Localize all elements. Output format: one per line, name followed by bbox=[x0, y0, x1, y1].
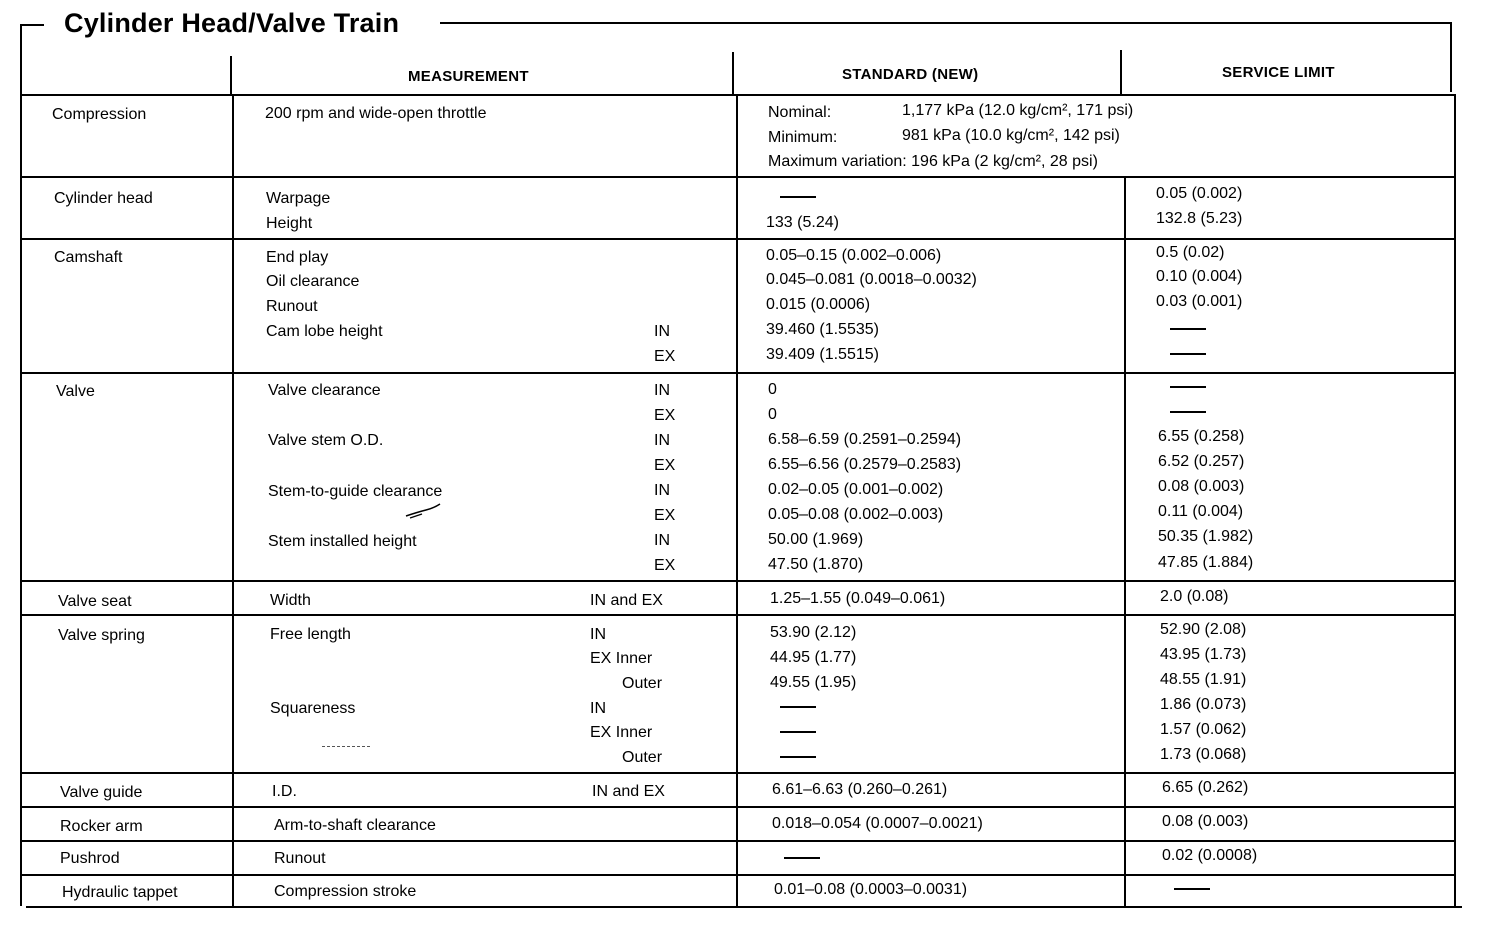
compression-measurement: 200 rpm and wide-open throttle bbox=[265, 105, 487, 122]
row-divider-valve bbox=[20, 580, 1456, 582]
rocker-arm-limit: 0.08 (0.003) bbox=[1162, 813, 1249, 830]
hydraulic-tappet-std: 0.01–0.08 (0.0003–0.0031) bbox=[774, 881, 968, 898]
pushrod-limit: 0.02 (0.0008) bbox=[1162, 847, 1258, 864]
valve-spring-free-length: Free length bbox=[270, 626, 351, 643]
valve-spring-sq-ex-inner: EX Inner bbox=[590, 724, 653, 741]
pushrod-std-dash bbox=[784, 857, 820, 859]
valve-spring-sq-in-std-dash bbox=[780, 706, 816, 708]
row-divider-valve-spring bbox=[20, 772, 1456, 774]
valve-clr-in-limit-dash bbox=[1170, 386, 1206, 388]
row-divider-camshaft bbox=[20, 372, 1456, 374]
valve-sg-ex: EX bbox=[654, 507, 676, 524]
valve-od-ex-limit: 6.52 (0.257) bbox=[1158, 453, 1245, 470]
row-divider-rocker-arm bbox=[20, 840, 1456, 842]
compression-max-variation: Maximum variation: 196 kPa (2 kg/cm², 28 psi) bbox=[768, 153, 1098, 170]
valve-seat-width: Width bbox=[270, 592, 311, 609]
valve-spring-fl-exo-std: 49.55 (1.95) bbox=[770, 674, 857, 691]
cylinder-head-height: Height bbox=[266, 215, 313, 232]
header-standard: STANDARD (NEW) bbox=[842, 66, 979, 83]
header-divider-1 bbox=[230, 56, 232, 96]
camshaft-lobe-in-limit-dash bbox=[1170, 328, 1206, 330]
valve-clearance: Valve clearance bbox=[268, 382, 381, 399]
valve-sh-in: IN bbox=[654, 532, 670, 549]
valve-od-ex: EX bbox=[654, 457, 676, 474]
valve-spring-sq-outer: Outer bbox=[622, 749, 663, 766]
camshaft-lobe-in: IN bbox=[654, 323, 670, 340]
table-right-border bbox=[1454, 94, 1456, 906]
title-frame-line-right bbox=[440, 22, 1452, 24]
valve-sh-in-limit: 50.35 (1.982) bbox=[1158, 528, 1254, 545]
valve-sg-in-std: 0.02–0.05 (0.001–0.002) bbox=[768, 481, 944, 498]
header-divider-3 bbox=[1120, 50, 1122, 96]
valve-clr-in-std: 0 bbox=[768, 381, 777, 398]
camshaft-oil-clearance-limit: 0.10 (0.004) bbox=[1156, 268, 1243, 285]
header-service-limit: SERVICE LIMIT bbox=[1222, 64, 1335, 81]
valve-sg-in-limit: 0.08 (0.003) bbox=[1158, 478, 1245, 495]
valve-spring-sq-exo-std-dash bbox=[780, 756, 816, 758]
valve-spring-fl-exi-std: 44.95 (1.77) bbox=[770, 649, 857, 666]
valve-guide-std: 6.61–6.63 (0.260–0.261) bbox=[772, 781, 948, 798]
valve-spring-sq-exi-limit: 1.57 (0.062) bbox=[1160, 721, 1247, 738]
valve-guide-item: Valve guide bbox=[60, 784, 143, 801]
valve-sh-ex-std: 47.50 (1.870) bbox=[768, 556, 864, 573]
camshaft-end-play-limit: 0.5 (0.02) bbox=[1156, 244, 1225, 261]
table-left-border bbox=[20, 94, 22, 906]
header-measurement: MEASUREMENT bbox=[408, 68, 529, 85]
valve-spring-item: Valve spring bbox=[58, 627, 145, 644]
valve-sh-ex-limit: 47.85 (1.884) bbox=[1158, 554, 1254, 571]
valve-spring-squareness: Squareness bbox=[270, 700, 356, 717]
valve-spring-sq-exi-std-dash bbox=[780, 731, 816, 733]
cylinder-head-height-limit: 132.8 (5.23) bbox=[1156, 210, 1243, 227]
valve-spring-fl-outer: Outer bbox=[622, 675, 663, 692]
valve-sg-ex-std: 0.05–0.08 (0.002–0.003) bbox=[768, 506, 944, 523]
rocker-arm-item: Rocker arm bbox=[60, 818, 143, 835]
title-frame-line-left bbox=[20, 24, 44, 26]
valve-sg-in: IN bbox=[654, 482, 670, 499]
hydraulic-tappet-item: Hydraulic tappet bbox=[62, 884, 178, 901]
valve-clr-in: IN bbox=[654, 382, 670, 399]
compression-minimum-label: Minimum: bbox=[768, 129, 838, 146]
valve-spring-fl-exi-limit: 43.95 (1.73) bbox=[1160, 646, 1247, 663]
col-divider-2 bbox=[736, 94, 738, 906]
cylinder-head-warpage-limit: 0.05 (0.002) bbox=[1156, 185, 1243, 202]
camshaft-runout-limit: 0.03 (0.001) bbox=[1156, 293, 1243, 310]
valve-seat-std: 1.25–1.55 (0.049–0.061) bbox=[770, 590, 946, 607]
cylinder-head-item: Cylinder head bbox=[54, 190, 153, 207]
valve-clr-ex-std: 0 bbox=[768, 406, 777, 423]
valve-seat-item: Valve seat bbox=[58, 593, 132, 610]
valve-stem-height: Stem installed height bbox=[268, 533, 417, 550]
title-frame-line-rightside bbox=[1450, 22, 1452, 92]
camshaft-lobe-ex-limit-dash bbox=[1170, 353, 1206, 355]
camshaft-oil-clearance-std: 0.045–0.081 (0.0018–0.0032) bbox=[766, 271, 977, 288]
cylinder-head-warpage: Warpage bbox=[266, 190, 331, 207]
valve-clr-ex: EX bbox=[654, 407, 676, 424]
col-divider-3 bbox=[1124, 176, 1126, 906]
valve-spring-sq-exo-limit: 1.73 (0.068) bbox=[1160, 746, 1247, 763]
table-bottom-border bbox=[26, 906, 1462, 908]
valve-sh-ex: EX bbox=[654, 557, 676, 574]
camshaft-oil-clearance: Oil clearance bbox=[266, 273, 360, 290]
camshaft-runout: Runout bbox=[266, 298, 318, 315]
valve-od-ex-std: 6.55–6.56 (0.2579–0.2583) bbox=[768, 456, 962, 473]
camshaft-item: Camshaft bbox=[54, 249, 123, 266]
camshaft-lobe-in-std: 39.460 (1.5535) bbox=[766, 321, 879, 338]
row-divider-valve-guide bbox=[20, 806, 1456, 808]
valve-spring-fl-ex-inner: EX Inner bbox=[590, 650, 653, 667]
valve-spring-fl-in-std: 53.90 (2.12) bbox=[770, 624, 857, 641]
row-divider-cylinder-head bbox=[20, 238, 1456, 240]
valve-clr-ex-limit-dash bbox=[1170, 411, 1206, 413]
row-divider-compression bbox=[20, 176, 1456, 178]
cylinder-head-warpage-std-dash bbox=[780, 196, 816, 198]
compression-item: Compression bbox=[52, 106, 147, 123]
row-divider-valve-seat bbox=[20, 614, 1456, 616]
valve-spring-fl-exo-limit: 48.55 (1.91) bbox=[1160, 671, 1247, 688]
valve-guide-in-and-ex: IN and EX bbox=[592, 783, 665, 800]
camshaft-cam-lobe-height: Cam lobe height bbox=[266, 323, 383, 340]
valve-spring-sq-in-limit: 1.86 (0.073) bbox=[1160, 696, 1247, 713]
page-title: Cylinder Head/Valve Train bbox=[64, 8, 409, 39]
title-frame-line-leftside bbox=[20, 24, 22, 94]
camshaft-end-play: End play bbox=[266, 249, 329, 266]
hydraulic-tappet-measurement: Compression stroke bbox=[274, 883, 417, 900]
pushrod-measurement: Runout bbox=[274, 850, 326, 867]
valve-od-in-limit: 6.55 (0.258) bbox=[1158, 428, 1245, 445]
valve-stem-guide: Stem-to-guide clearance bbox=[268, 483, 443, 500]
valve-sh-in-std: 50.00 (1.969) bbox=[768, 531, 864, 548]
valve-sg-ex-limit: 0.11 (0.004) bbox=[1158, 503, 1244, 520]
pushrod-item: Pushrod bbox=[60, 850, 120, 867]
camshaft-lobe-ex: EX bbox=[654, 348, 676, 365]
rocker-arm-std: 0.018–0.054 (0.0007–0.0021) bbox=[772, 815, 983, 832]
header-divider-2 bbox=[732, 52, 734, 96]
valve-item: Valve bbox=[56, 383, 95, 400]
col-divider-1 bbox=[232, 94, 234, 906]
faint-mark bbox=[322, 746, 370, 748]
camshaft-runout-std: 0.015 (0.0006) bbox=[766, 296, 871, 313]
valve-od-in: IN bbox=[654, 432, 670, 449]
cylinder-head-height-std: 133 (5.24) bbox=[766, 214, 839, 231]
valve-od-in-std: 6.58–6.59 (0.2591–0.2594) bbox=[768, 431, 962, 448]
valve-stem-od: Valve stem O.D. bbox=[268, 432, 384, 449]
camshaft-end-play-std: 0.05–0.15 (0.002–0.006) bbox=[766, 247, 942, 264]
hydraulic-tappet-limit-dash bbox=[1174, 888, 1210, 890]
valve-spring-fl-in-limit: 52.90 (2.08) bbox=[1160, 621, 1247, 638]
valve-seat-limit: 2.0 (0.08) bbox=[1160, 588, 1229, 605]
camshaft-lobe-ex-std: 39.409 (1.5515) bbox=[766, 346, 879, 363]
valve-seat-in-and-ex: IN and EX bbox=[590, 592, 663, 609]
compression-nominal-label: Nominal: bbox=[768, 104, 832, 121]
compression-minimum-value: 981 kPa (10.0 kg/cm², 142 psi) bbox=[902, 127, 1120, 144]
compression-nominal-value: 1,177 kPa (12.0 kg/cm², 171 psi) bbox=[902, 102, 1134, 119]
valve-guide-limit: 6.65 (0.262) bbox=[1162, 779, 1249, 796]
valve-spring-sq-in: IN bbox=[590, 700, 606, 717]
valve-guide-id: I.D. bbox=[272, 783, 297, 800]
valve-spring-fl-in: IN bbox=[590, 626, 606, 643]
rocker-arm-measurement: Arm-to-shaft clearance bbox=[274, 817, 436, 834]
row-divider-pushrod bbox=[20, 874, 1456, 876]
pen-mark bbox=[404, 502, 444, 520]
